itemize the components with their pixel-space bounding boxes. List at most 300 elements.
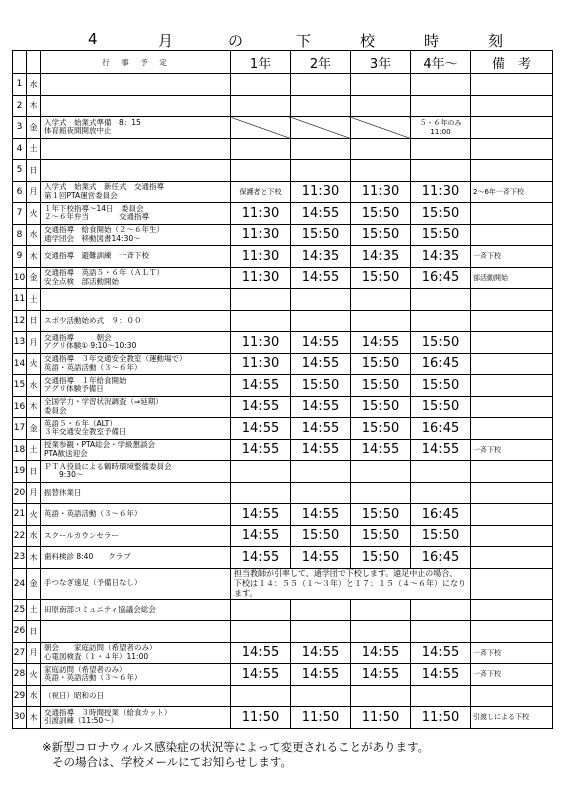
day-cell: 10 bbox=[13, 267, 27, 289]
time-cell: 14:55 bbox=[411, 642, 471, 664]
note-cell: 一斉下校 bbox=[471, 664, 553, 686]
time-cell: 11:30 bbox=[231, 267, 291, 289]
table-row bbox=[13, 685, 553, 707]
day-cell: 30 bbox=[13, 707, 27, 729]
table-row bbox=[13, 568, 553, 599]
event-line: 交通指導 １年給食開始 bbox=[44, 375, 127, 385]
time-cell bbox=[231, 621, 291, 643]
time-cell: 15:50 bbox=[291, 525, 351, 547]
page-title bbox=[12, 30, 552, 52]
time-cell bbox=[411, 482, 471, 504]
table-row bbox=[13, 461, 553, 483]
weekday-cell: 月 bbox=[27, 642, 41, 664]
time-cell: 16:45 bbox=[411, 547, 471, 569]
event-cell bbox=[41, 685, 231, 707]
header-grade3: 3年 bbox=[351, 51, 411, 74]
weekday-cell: 金 bbox=[27, 267, 41, 289]
time-cell bbox=[231, 160, 291, 182]
day-cell: 7 bbox=[13, 203, 27, 225]
note-cell bbox=[471, 418, 553, 440]
time-cell: 11:30 bbox=[231, 246, 291, 268]
table-row bbox=[13, 504, 553, 526]
header-grade1: 1年 bbox=[231, 51, 291, 74]
event-cell bbox=[41, 504, 231, 526]
event-line: 全国学力・学習状況調査（⇒延期） bbox=[44, 397, 163, 407]
event-line: 安全点検 部活動開始 bbox=[44, 276, 119, 286]
table-row bbox=[13, 310, 553, 332]
time-cell: 15:50 bbox=[411, 525, 471, 547]
table-row bbox=[13, 525, 553, 547]
event-cell bbox=[41, 375, 231, 397]
time-cell bbox=[291, 461, 351, 483]
day-cell: 2 bbox=[13, 95, 27, 117]
event-line: ３年交通安全教室予備日 bbox=[44, 427, 127, 437]
time-cell: 14:55 bbox=[231, 547, 291, 569]
event-cell bbox=[41, 224, 231, 246]
day-cell: 8 bbox=[13, 224, 27, 246]
table-row bbox=[13, 482, 553, 504]
event-line: 交通指導 朝会 bbox=[44, 332, 112, 342]
title-char: 下 bbox=[296, 32, 312, 50]
time-cell: 15:50 bbox=[411, 203, 471, 225]
table-row bbox=[13, 375, 553, 397]
time-cell bbox=[231, 289, 291, 311]
title-char: 刻 bbox=[488, 32, 504, 50]
time-cell bbox=[291, 621, 351, 643]
event-line: 交通指導 英語５・６年（ＡＬＴ） bbox=[44, 268, 164, 278]
note-cell bbox=[471, 461, 553, 483]
weekday-cell: 火 bbox=[27, 664, 41, 686]
slash-cell bbox=[231, 117, 291, 139]
header-grade2: 2年 bbox=[291, 51, 351, 74]
weekday-cell: 月 bbox=[27, 181, 41, 203]
note-cell bbox=[471, 117, 553, 139]
table-row bbox=[13, 160, 553, 182]
event-cell bbox=[41, 160, 231, 182]
event-line: アグリ体験① 9:10〜10:30 bbox=[44, 341, 137, 351]
weekday-cell: 火 bbox=[27, 353, 41, 375]
event-cell bbox=[41, 117, 231, 139]
time-cell bbox=[351, 95, 411, 117]
day-cell: 29 bbox=[13, 685, 27, 707]
day-cell: 20 bbox=[13, 482, 27, 504]
note-cell bbox=[471, 621, 553, 643]
header-events: 行 事 予 定 bbox=[41, 51, 231, 74]
event-line: 田原南部コミュニティ協議会総会 bbox=[44, 604, 156, 614]
time-cell bbox=[411, 685, 471, 707]
event-line: 委員会 bbox=[44, 405, 67, 415]
note-cell bbox=[471, 568, 553, 599]
event-line: 引渡訓練（11:50〜） bbox=[44, 716, 119, 726]
event-cell bbox=[41, 707, 231, 729]
time-cell bbox=[351, 685, 411, 707]
weekday-cell: 月 bbox=[27, 332, 41, 354]
time-cell: 14:55 bbox=[231, 504, 291, 526]
day-cell: 15 bbox=[13, 375, 27, 397]
event-line: 英語５・６年（ALT） bbox=[44, 418, 117, 428]
day-cell: 3 bbox=[13, 117, 27, 139]
note-cell bbox=[471, 482, 553, 504]
note-cell bbox=[471, 547, 553, 569]
weekday-cell: 日 bbox=[27, 310, 41, 332]
day-cell: 22 bbox=[13, 525, 27, 547]
weekday-cell: 日 bbox=[27, 621, 41, 643]
header-grade4: 4年〜 bbox=[411, 51, 471, 74]
event-cell bbox=[41, 181, 231, 203]
table-row bbox=[13, 439, 553, 461]
table-row bbox=[13, 289, 553, 311]
note-cell bbox=[471, 95, 553, 117]
slash-cell bbox=[351, 117, 411, 139]
weekday-cell: 水 bbox=[27, 74, 41, 96]
time-cell: 15:50 bbox=[351, 547, 411, 569]
time-cell: 15:50 bbox=[291, 375, 351, 397]
time-cell: 16:45 bbox=[411, 418, 471, 440]
event-line: 交通指導 ３時間授業（給食カット） bbox=[44, 707, 172, 717]
time-cell bbox=[291, 74, 351, 96]
table-row bbox=[13, 707, 553, 729]
footer-note bbox=[42, 740, 429, 769]
notice-line: 下校は１４：５５（１〜３年）と１７：１５（４〜６年）になります。 bbox=[234, 578, 466, 598]
time-cell: 14:55 bbox=[291, 267, 351, 289]
weekday-cell: 水 bbox=[27, 525, 41, 547]
event-line: 通学団会 移動図書14:30〜 bbox=[44, 233, 141, 243]
event-line: 交通指導 避難訓練 一斉下校 bbox=[44, 251, 149, 260]
day-cell: 5 bbox=[13, 160, 27, 182]
time-cell bbox=[291, 310, 351, 332]
time-cell bbox=[351, 310, 411, 332]
event-cell bbox=[41, 332, 231, 354]
time-cell: 11:50 bbox=[291, 707, 351, 729]
note-cell bbox=[471, 138, 553, 160]
event-line: アグリ体験予備日 bbox=[44, 384, 104, 394]
event-cell bbox=[41, 74, 231, 96]
weekday-cell: 木 bbox=[27, 707, 41, 729]
note-cell bbox=[471, 224, 553, 246]
note-cell bbox=[471, 504, 553, 526]
event-line: 入学式 始業式準備 8：15 bbox=[44, 117, 141, 127]
time-cell bbox=[411, 599, 471, 621]
time-cell: 11:30 bbox=[231, 224, 291, 246]
event-line: スクールカウンセラー bbox=[44, 530, 119, 540]
time-cell: 14:55 bbox=[231, 396, 291, 418]
table-row bbox=[13, 138, 553, 160]
time-cell bbox=[231, 74, 291, 96]
note-cell bbox=[471, 203, 553, 225]
title-char: の bbox=[228, 32, 244, 50]
table-row bbox=[13, 642, 553, 664]
weekday-cell: 木 bbox=[27, 396, 41, 418]
weekday-cell: 日 bbox=[27, 160, 41, 182]
time-cell bbox=[411, 95, 471, 117]
time-cell bbox=[231, 461, 291, 483]
header-weekday bbox=[27, 51, 41, 74]
time-cell: 11:30 bbox=[291, 181, 351, 203]
time-cell: 14:55 bbox=[411, 664, 471, 686]
event-cell bbox=[41, 246, 231, 268]
time-cell bbox=[231, 138, 291, 160]
time-cell: 14:55 bbox=[291, 642, 351, 664]
time-cell: 15:50 bbox=[351, 375, 411, 397]
header-row bbox=[13, 51, 553, 74]
table-row bbox=[13, 203, 553, 225]
time-cell: 15:50 bbox=[351, 504, 411, 526]
event-cell bbox=[41, 568, 231, 599]
time-cell bbox=[351, 482, 411, 504]
weekday-cell: 火 bbox=[27, 203, 41, 225]
time-cell: 15:50 bbox=[411, 375, 471, 397]
event-line: PTA歓送迎会 bbox=[44, 448, 88, 458]
time-cell: 15:50 bbox=[291, 224, 351, 246]
weekday-cell: 土 bbox=[27, 289, 41, 311]
day-cell: 4 bbox=[13, 138, 27, 160]
table-row bbox=[13, 267, 553, 289]
event-cell bbox=[41, 267, 231, 289]
time-cell: 15:50 bbox=[351, 224, 411, 246]
time-cell: 14:35 bbox=[291, 246, 351, 268]
event-line: 授業参観・PTA総会・学級懇談会 bbox=[44, 440, 156, 450]
event-cell bbox=[41, 310, 231, 332]
table-row bbox=[13, 599, 553, 621]
time-cell: 14:55 bbox=[231, 418, 291, 440]
event-line: １年下校指導〜14日 委員会 bbox=[44, 203, 144, 213]
time-cell: 14:35 bbox=[411, 246, 471, 268]
time-cell bbox=[351, 74, 411, 96]
note-cell bbox=[471, 525, 553, 547]
time-cell: 14:55 bbox=[231, 664, 291, 686]
time-cell: 11:50 bbox=[351, 707, 411, 729]
event-cell bbox=[41, 418, 231, 440]
table-row bbox=[13, 353, 553, 375]
title-char: 4 bbox=[88, 30, 98, 48]
event-line: 9:30〜 bbox=[44, 470, 84, 480]
day-cell: 27 bbox=[13, 642, 27, 664]
time-cell bbox=[411, 117, 471, 139]
time-cell bbox=[351, 461, 411, 483]
time-cell: 11:30 bbox=[231, 332, 291, 354]
note-cell: 2〜6年一斉下校 bbox=[471, 181, 553, 203]
event-cell bbox=[41, 396, 231, 418]
time-cell: 14:55 bbox=[411, 439, 471, 461]
time-cell: 14:55 bbox=[291, 353, 351, 375]
note-cell bbox=[471, 685, 553, 707]
note-cell: 一斉下校 bbox=[471, 439, 553, 461]
event-cell bbox=[41, 642, 231, 664]
event-line: 朝会 家庭訪問（希望者のみ） bbox=[44, 643, 157, 653]
table-row bbox=[13, 117, 553, 139]
time-cell bbox=[291, 599, 351, 621]
time-cell: 15:50 bbox=[411, 224, 471, 246]
weekday-cell: 日 bbox=[27, 461, 41, 483]
weekday-cell: 木 bbox=[27, 547, 41, 569]
note-cell bbox=[471, 599, 553, 621]
time-cell: 14:55 bbox=[291, 664, 351, 686]
time-cell: 14:55 bbox=[291, 396, 351, 418]
time-cell bbox=[411, 160, 471, 182]
time-cell: 保護者と下校 bbox=[231, 181, 291, 203]
event-cell bbox=[41, 482, 231, 504]
table-row bbox=[13, 418, 553, 440]
time-cell bbox=[411, 310, 471, 332]
footer-line: ※新型コロナウィルス感染症の状況等によって変更されることがあります。 bbox=[42, 740, 430, 754]
time-cell: 15:50 bbox=[351, 353, 411, 375]
table-row bbox=[13, 621, 553, 643]
day-cell: 19 bbox=[13, 461, 27, 483]
day-cell: 25 bbox=[13, 599, 27, 621]
event-line: 英語・英語活動（３〜６年） bbox=[44, 509, 142, 518]
event-cell bbox=[41, 203, 231, 225]
time-cell: 14:35 bbox=[351, 246, 411, 268]
table-row bbox=[13, 181, 553, 203]
day-cell: 16 bbox=[13, 396, 27, 418]
event-line: 交通指導 給食開始（２〜６年生） bbox=[44, 225, 164, 235]
title-char: 月 bbox=[158, 32, 174, 50]
note-cell bbox=[471, 289, 553, 311]
event-cell bbox=[41, 621, 231, 643]
time-cell bbox=[291, 685, 351, 707]
time-cell: 14:55 bbox=[291, 504, 351, 526]
day-cell: 24 bbox=[13, 568, 27, 599]
weekday-cell: 金 bbox=[27, 418, 41, 440]
time-cell: 14:55 bbox=[291, 332, 351, 354]
time-cell: 11:50 bbox=[231, 707, 291, 729]
event-cell bbox=[41, 439, 231, 461]
time-cell: 14:55 bbox=[351, 642, 411, 664]
day-cell: 6 bbox=[13, 181, 27, 203]
weekday-cell: 土 bbox=[27, 138, 41, 160]
event-line: 心電図検査（１・４年）11:00 bbox=[44, 651, 149, 661]
time-cell: 15:50 bbox=[351, 418, 411, 440]
event-line: 手つなぎ遠足（予備日なし） bbox=[44, 578, 142, 588]
day-cell: 23 bbox=[13, 547, 27, 569]
event-cell bbox=[41, 353, 231, 375]
weekday-cell: 月 bbox=[27, 482, 41, 504]
event-cell bbox=[41, 525, 231, 547]
weekday-cell: 水 bbox=[27, 685, 41, 707]
day-cell: 9 bbox=[13, 246, 27, 268]
event-line: 振替休業日 bbox=[44, 487, 82, 497]
time-cell bbox=[231, 95, 291, 117]
time-cell bbox=[231, 482, 291, 504]
time-cell: 14:55 bbox=[231, 439, 291, 461]
note-cell: 一斉下校 bbox=[471, 642, 553, 664]
event-line: 歯科検診 8:40 クラブ bbox=[44, 552, 131, 561]
time-cell: 11:50 bbox=[411, 707, 471, 729]
time-cell bbox=[351, 621, 411, 643]
time-cell: 16:45 bbox=[411, 267, 471, 289]
note-cell: 一斉下校 bbox=[471, 246, 553, 268]
time-cell bbox=[291, 160, 351, 182]
day-cell: 17 bbox=[13, 418, 27, 440]
title-char: 校 bbox=[360, 32, 376, 50]
time-cell bbox=[411, 74, 471, 96]
day-cell: 14 bbox=[13, 353, 27, 375]
time-cell: 11:30 bbox=[231, 203, 291, 225]
time-cell bbox=[231, 310, 291, 332]
time-cell bbox=[291, 95, 351, 117]
time-cell: 14:55 bbox=[351, 664, 411, 686]
table-row bbox=[13, 396, 553, 418]
time-cell: 14:55 bbox=[291, 439, 351, 461]
day-cell: 18 bbox=[13, 439, 27, 461]
time-cell bbox=[231, 599, 291, 621]
weekday-cell: 金 bbox=[27, 117, 41, 139]
time-cell bbox=[351, 289, 411, 311]
time-cell: 14:55 bbox=[351, 439, 411, 461]
note-cell bbox=[471, 310, 553, 332]
table-row bbox=[13, 547, 553, 569]
event-line: 第１回PTA運営委員会 bbox=[44, 190, 118, 200]
day-cell: 21 bbox=[13, 504, 27, 526]
note-cell: 部活動開始 bbox=[471, 267, 553, 289]
weekday-cell: 木 bbox=[27, 95, 41, 117]
time-cell: 15:50 bbox=[351, 203, 411, 225]
time-cell: 15:50 bbox=[351, 396, 411, 418]
event-cell bbox=[41, 138, 231, 160]
day-cell: 12 bbox=[13, 310, 27, 332]
weekday-cell: 水 bbox=[27, 375, 41, 397]
time-cell bbox=[351, 160, 411, 182]
day-cell: 13 bbox=[13, 332, 27, 354]
table-row bbox=[13, 95, 553, 117]
time-cell: 15:50 bbox=[351, 525, 411, 547]
event-cell bbox=[41, 95, 231, 117]
day-cell: 1 bbox=[13, 74, 27, 96]
time-cell: 15:50 bbox=[411, 332, 471, 354]
weekday-cell: 火 bbox=[27, 504, 41, 526]
header-day bbox=[13, 51, 27, 74]
event-line: 家庭訪問（希望者のみ） bbox=[44, 664, 127, 674]
time-cell: 15:50 bbox=[351, 267, 411, 289]
event-line: 交通指導 ３年交通安全教室（運動場で） bbox=[44, 354, 187, 364]
event-line: （祝日）昭和の日 bbox=[44, 690, 104, 700]
title-char: 時 bbox=[424, 32, 440, 50]
time-cell bbox=[291, 289, 351, 311]
time-cell bbox=[291, 482, 351, 504]
time-cell: 11:30 bbox=[231, 353, 291, 375]
time-cell bbox=[411, 138, 471, 160]
slash-cell bbox=[291, 117, 351, 139]
event-line: ＰＴＡ役員による鶴時環境整備委員会 bbox=[44, 461, 172, 471]
time-cell: 14:55 bbox=[291, 203, 351, 225]
time-cell: 14:55 bbox=[231, 525, 291, 547]
event-line: スポ少活動始め式 ９：００ bbox=[44, 315, 142, 325]
event-cell bbox=[41, 461, 231, 483]
note-cell bbox=[471, 375, 553, 397]
time-cell: 14:55 bbox=[291, 547, 351, 569]
time-cell bbox=[231, 685, 291, 707]
event-cell bbox=[41, 664, 231, 686]
merged-notice-cell bbox=[231, 568, 471, 599]
time-cell bbox=[291, 138, 351, 160]
time-cell bbox=[351, 138, 411, 160]
event-cell bbox=[41, 289, 231, 311]
time-cell: 14:55 bbox=[351, 332, 411, 354]
time-cell: 15:50 bbox=[411, 396, 471, 418]
note-cell: 引渡しによる下校 bbox=[471, 707, 553, 729]
day-cell: 26 bbox=[13, 621, 27, 643]
header-notes: 備 考 bbox=[471, 51, 553, 74]
weekday-cell: 土 bbox=[27, 439, 41, 461]
weekday-cell: 木 bbox=[27, 246, 41, 268]
event-cell bbox=[41, 599, 231, 621]
schedule-table bbox=[12, 50, 553, 729]
time-cell: 16:45 bbox=[411, 353, 471, 375]
event-line: 英語・英語活動（３〜６年） bbox=[44, 673, 142, 683]
weekday-cell: 金 bbox=[27, 568, 41, 599]
day-cell: 11 bbox=[13, 289, 27, 311]
time-line: ５・６年のみ bbox=[419, 119, 462, 128]
